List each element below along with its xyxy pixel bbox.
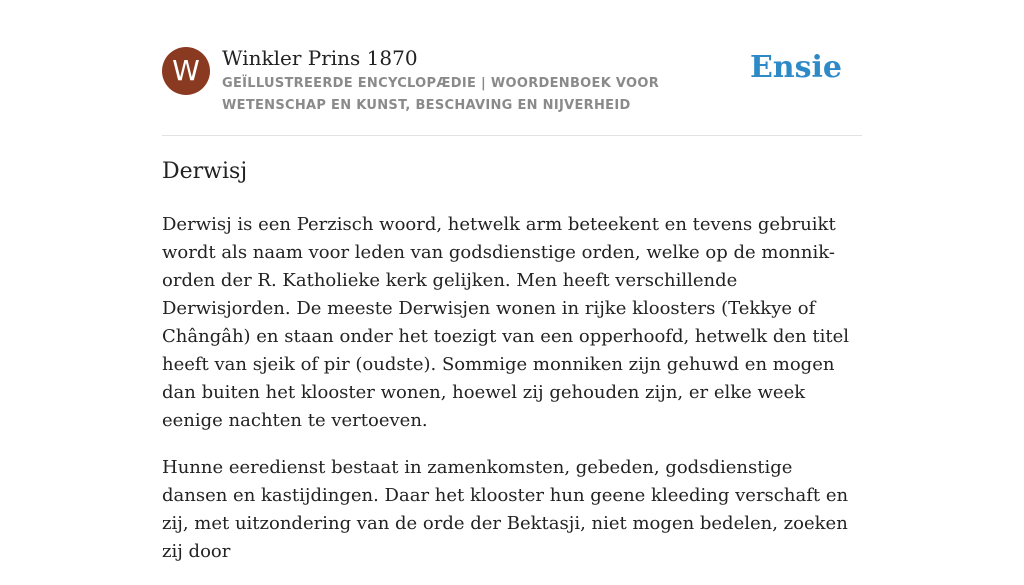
source-avatar[interactable]: W [162, 47, 210, 95]
source-header [162, 44, 862, 124]
article-body [162, 211, 862, 585]
ensie-logo[interactable]: Ensie [749, 50, 842, 85]
article-paragraph-1: Derwisj is een Perzisch woord, hetwelk arm beteekent en tevens gebruikt wordt als naam voor leden van godsdienstige orden, welke op de monnik-orden der R. Katholieke kerk gelijken. Men heeft verschillende Derwisjorden. De meeste Derwisjen wonen in rijke kloosters (Tekkye of Chângâh) en staan onder het toezigt van een opperhoofd, hetwelk den titel heeft van sjeik of pir (oudste). Sommige monniken zijn gehuwd en mogen dan buiten het klooster wonen, hoewel zij gehouden zijn, er elke week eenige nachten te vertoeven. [162, 214, 849, 431]
header-divider [162, 135, 862, 136]
article-paragraph-2: Hunne eeredienst bestaat in zamenkomsten, gebeden, godsdienstige dansen en kastijdingen. Daar het klooster hun geene kleeding verschaft en zij, met uitzondering van de orde der Bektasji, niet mogen bedelen, zoeken zij door [162, 457, 849, 562]
source-title[interactable]: Winkler Prins 1870 [222, 46, 418, 70]
article-title: Derwisj [162, 159, 248, 184]
source-subtitle: GEÏLLUSTREERDE ENCYCLOPÆDIE | WOORDENBOEK VOOR WETENSCHAP EN KUNST, BESCHAVING EN NIJVERHEID [222, 76, 660, 113]
